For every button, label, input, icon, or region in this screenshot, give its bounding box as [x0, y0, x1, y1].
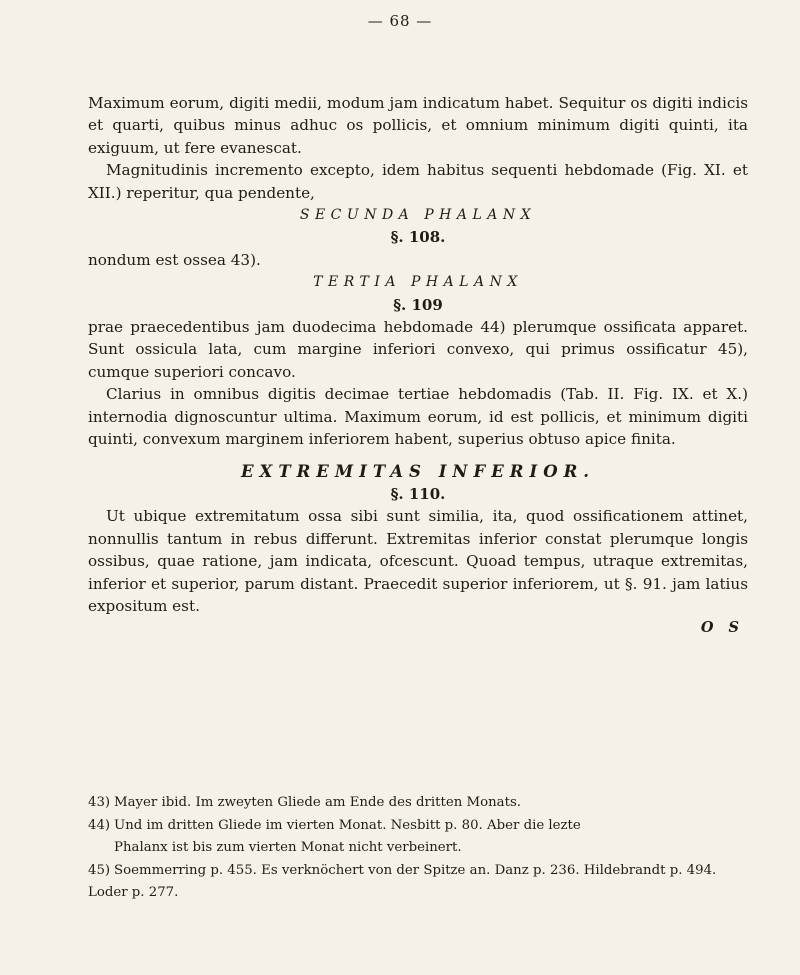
footnote-45-text: Soemmerring p. 455. Es verknöchert von der Spitze an. Danz p. 236. Hildebrandt p. 494. Loder p. 277.	[88, 862, 717, 900]
heading-extremitas-inferior: EXTREMITAS INFERIOR.	[240, 461, 596, 481]
heading-secunda-phalanx: SECUNDA PHALANX	[299, 207, 537, 224]
page-number: — 68 —	[367, 12, 433, 30]
footnote-43	[88, 792, 748, 815]
section-109: §. 109	[393, 295, 443, 314]
footnote-45-number: 45)	[88, 862, 111, 878]
section-110: §. 110.	[390, 484, 446, 503]
paragraph-4: prae praecedentibus jam duodecima hebdomade 44) plerumque ossificata apparet. Sunt ossicula lata, cum margine inferiori convexo, qui primus ossificatur 45), cumque superiori concavo.	[88, 318, 748, 381]
section-108: §. 108.	[390, 228, 446, 247]
footnotes	[88, 792, 748, 905]
paragraph-3: nondum est ossea 43).	[88, 250, 261, 269]
paragraph-6: Ut ubique extremitatum ossa sibi sunt similia, ita, quod ossificationem attinet, nonnullis tantum in rebus differunt. Extremitas inferior constat plerumque longis ossibus, quae ratione, jam indicata, ofcescunt. Quoad tempus, utraque extremitas, inferior et superior, parum distant. Praecedit superior inferiorem, ut §. 91. jam latius expositum est.	[88, 507, 748, 615]
footnote-43-number: 43)	[88, 795, 111, 810]
paragraph-5: Clarius in omnibus digitis decimae tertiae hebdomadis (Tab. II. Fig. IX. et X.) internodia dignoscuntur ultima. Maximum eorum, id est pollicis, et minimum digiti quinti, convexum marginem inferiorem habent, superius obtuso apice finita.	[88, 385, 748, 449]
footnote-45	[88, 860, 748, 905]
footnote-44-number: 44)	[88, 817, 111, 833]
paragraph-1: Maximum eorum, digiti medii, modum jam indicatum habet. Sequitur os digiti indicis et quarti, quibus minus adhuc os pollicis, et omnium minimum digiti quinti, ita exiguum, ut fere evanescat.	[88, 94, 748, 157]
footnote-43-text: Mayer ibid. Im zweyten Gliede am Ende des dritten Monats.	[114, 795, 521, 810]
catchword: O S	[700, 619, 744, 637]
footnote-44-text: Und im dritten Gliede im vierten Monat. Nesbitt p. 80. Aber die lezte	[114, 817, 581, 833]
main-text	[88, 92, 748, 640]
heading-tertia-phalanx: TERTIA PHALANX	[313, 274, 523, 291]
footnote-44	[88, 815, 748, 838]
footnote-44-continuation: Phalanx ist bis zum vierten Monat nicht verbeinert.	[114, 840, 462, 855]
paragraph-2: Magnitudinis incremento excepto, idem habitus sequenti hebdomade (Fig. XI. et XII.) reperitur, qua pendente,	[88, 161, 748, 202]
